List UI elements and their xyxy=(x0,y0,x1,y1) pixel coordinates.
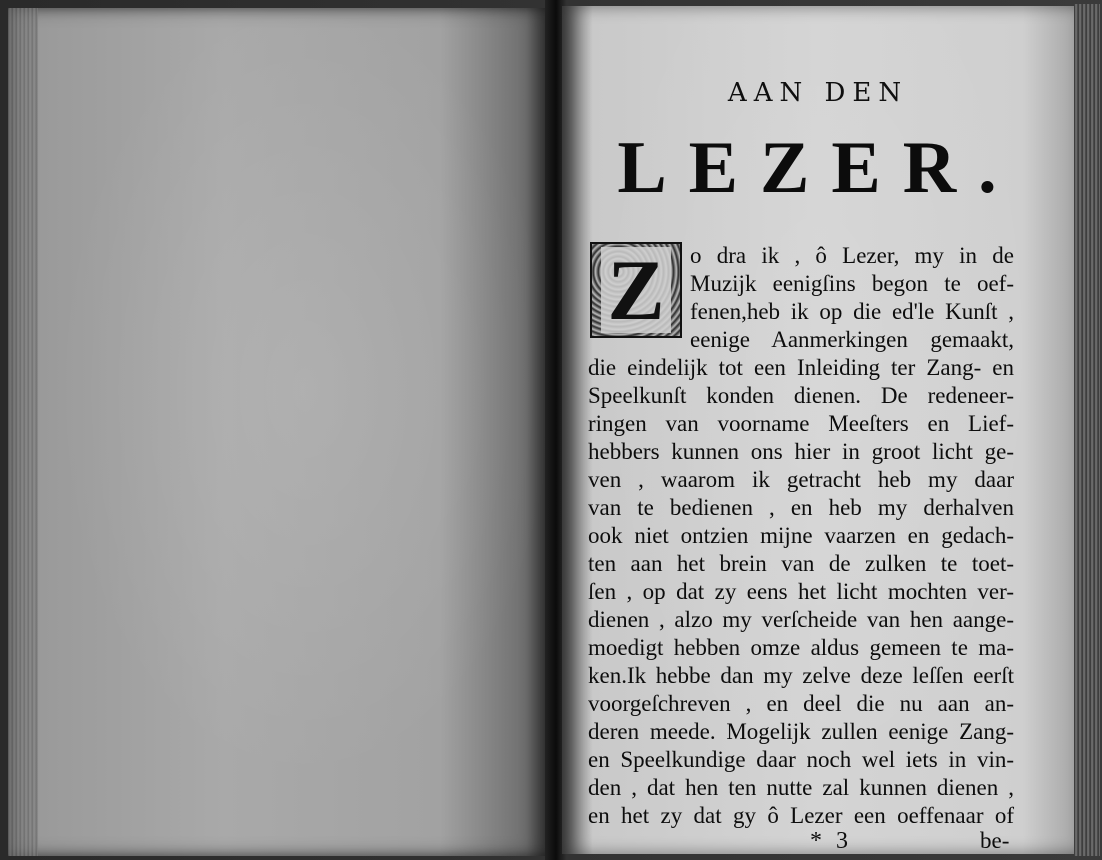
signature-mark: * 3 xyxy=(810,828,852,854)
text-line: Muzijk eenigſins begon te oef- xyxy=(690,271,1014,296)
text-line: moedigt hebben omze aldus gemeen te ma- xyxy=(588,635,1014,660)
right-page-edges xyxy=(1074,4,1100,856)
text-line: en Speelkundige daar noch wel iets in vin- xyxy=(588,747,1014,772)
drop-cap-letter: Z xyxy=(601,247,670,333)
text-line: ſen , op dat zy eens het licht mochten ver- xyxy=(588,579,1014,604)
text-line: fenen,heb ik op die ed'le Kunſt , xyxy=(690,299,1014,324)
text-line: ten aan het brein van de zulken te toet- xyxy=(588,551,1014,576)
text-line: ven , waarom ik getracht heb my daar xyxy=(588,467,1014,492)
text-line: eenige Aanmerkingen gemaakt, xyxy=(690,327,1014,352)
text-line: den , dat hen ten nutte zal kunnen dienen , xyxy=(588,775,1014,800)
catchword: be- xyxy=(980,828,1010,853)
text-line: voorgeſchreven , en deel die nu aan an- xyxy=(588,691,1014,716)
text-line: o dra ik , ô Lezer, my in de xyxy=(690,243,1014,268)
right-page xyxy=(562,6,1074,854)
ornamental-drop-cap xyxy=(590,242,682,338)
text-line: die eindelijk tot een Inleiding ter Zang- en xyxy=(588,355,1014,380)
heading-lezer: LEZER. xyxy=(617,127,1019,209)
text-line: hebbers kunnen ons hier in groot licht ge- xyxy=(588,439,1014,464)
heading-aan-den: AAN DEN xyxy=(727,78,909,108)
left-page-edges xyxy=(8,8,38,856)
left-page-blank xyxy=(8,8,548,856)
text-line: en het zy dat gy ô Lezer een oeffenaar of xyxy=(588,803,1014,828)
text-line: ook niet ontzien mijne vaarzen en gedach- xyxy=(588,523,1014,548)
text-line: deren meede. Mogelijk zullen eenige Zang- xyxy=(588,719,1014,744)
text-line: ken.Ik hebbe dan my zelve deze leſſen eerſt xyxy=(588,663,1014,688)
text-line: van te bedienen , en heb my derhalven xyxy=(588,495,1014,520)
text-line: Speelkunſt konden dienen. De redeneer- xyxy=(588,383,1014,408)
text-line: dienen , alzo my verſcheide van hen aange- xyxy=(588,607,1014,632)
text-line: ringen van voorname Meeſters en Lief- xyxy=(588,411,1014,436)
